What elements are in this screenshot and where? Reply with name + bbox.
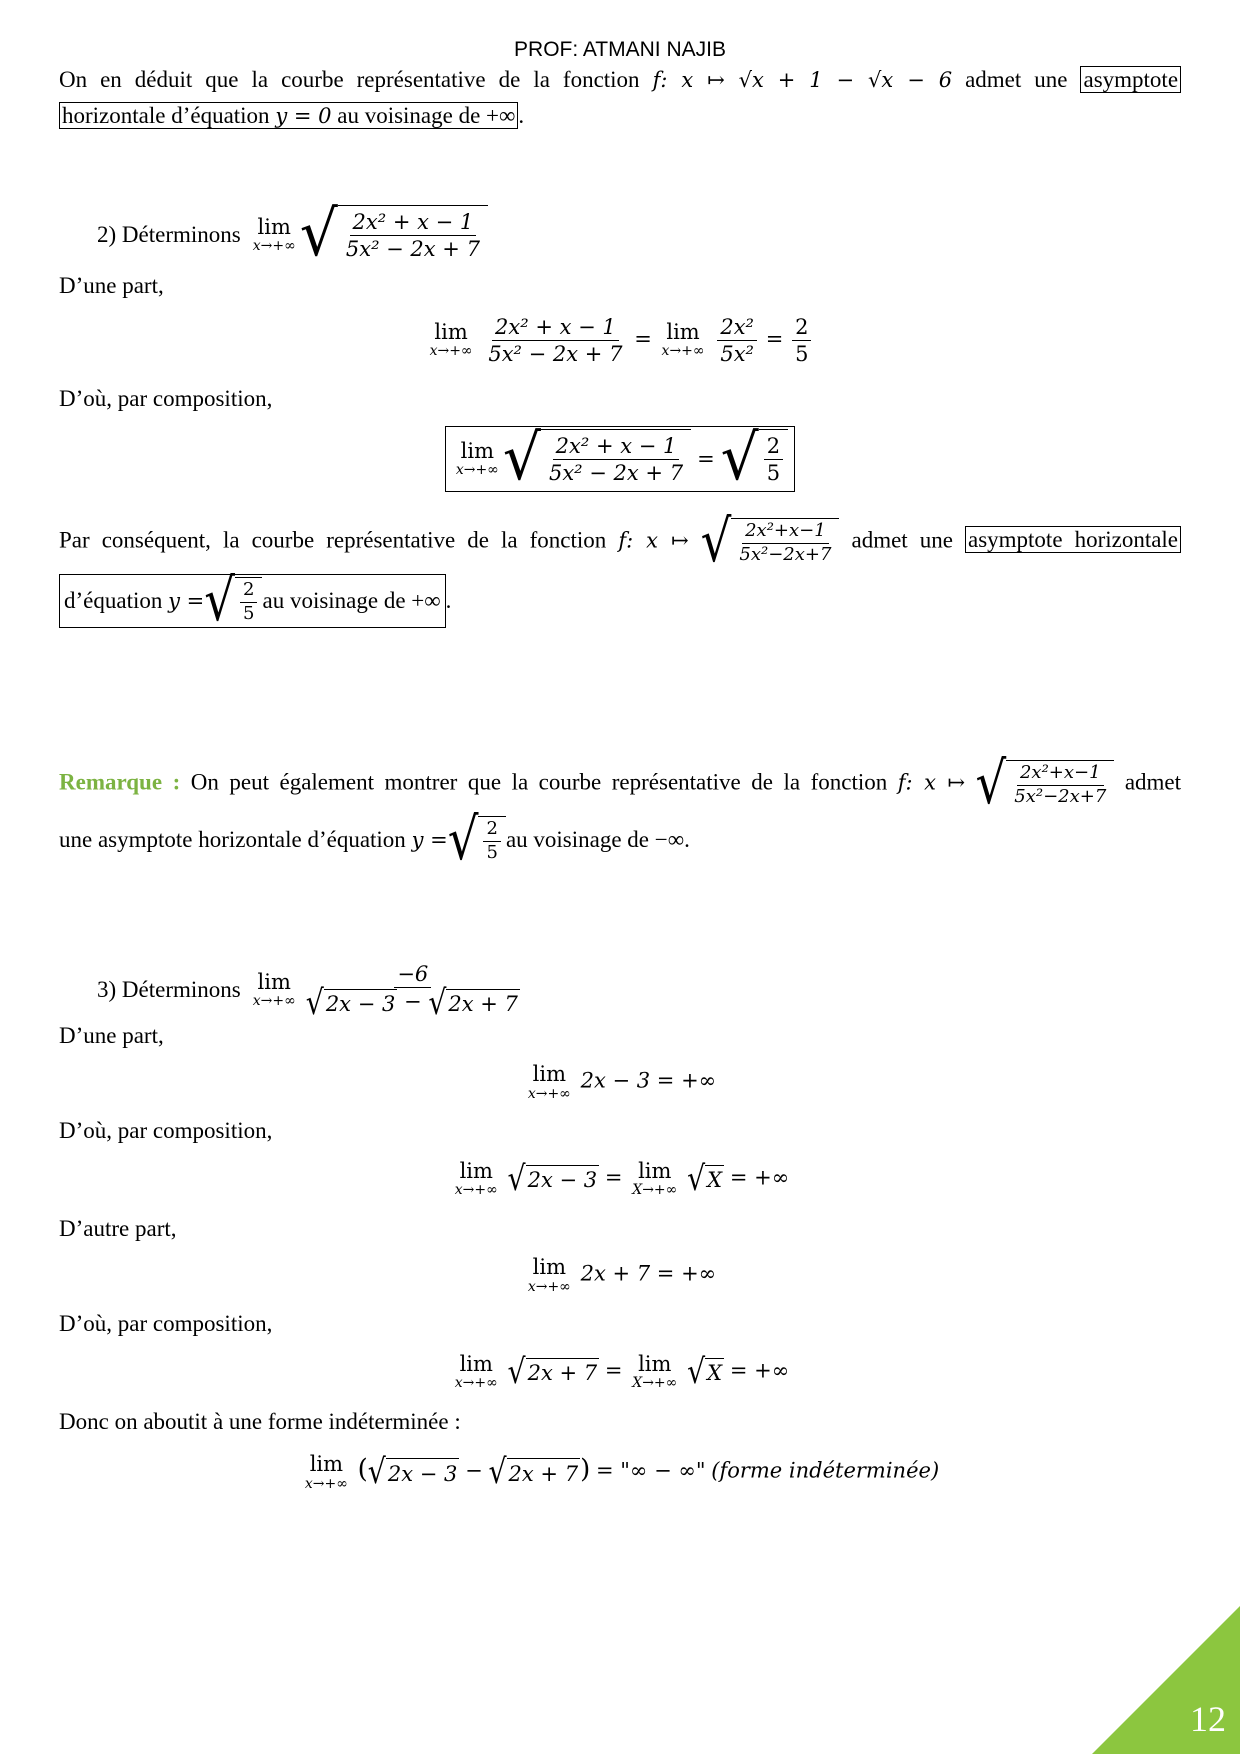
section-3: 3) Déterminons lim x→+∞ −6 √ 2x − 3 − √ 2x + 7 D’une part, lim x→+∞ 2x − 3 = +∞ D’où, par composition, lim x→+∞ √ 2x − 3 = lim X→+∞ √ X = +∞ D’autre part, lim x→+∞ 2x + 7 = +∞ D’où, par composition, lim x→+∞ √ 2x + 7 = lim X→+∞ √ X = +∞ Donc on aboutit à une forme indéterminée : lim x→+∞ ( √ 2x − 3 − √ 2x + 7 ) = "∞ − ∞" (forme indéterminée) [59,962,1181,1492]
equation-sqrt-2x-3: lim x→+∞ √ 2x − 3 = lim X→+∞ √ X = +∞ [454,1158,790,1199]
section-2 [59,197,1181,635]
conclusion-line-2: d’équation y = √ $\frac{2}{5}$ au voisinage de +∞ . [59,574,1181,628]
remark: Remarque : On peut également montrer que la courbe représentative de la fonction f: x ↦ √ $\frac{\text{2x²+x−1}}{\text{5x²−2x+7}}$ admet une asymptote horizontale d’équation y = √ $\frac{2}{5}$ au voisinage de −∞. [59,750,1182,874]
sqrt: √ $\frac{\text{2x² + x − 1}}{\text{5x² − 2x + 7}}$ [300,205,488,265]
boxed-text: horizontale d’équation y = 0 au voisinage de +∞ [59,102,518,129]
equation-lim-2x+7: lim x→+∞ 2x + 7 = +∞ [527,1255,717,1295]
equation-limit-ratio: lim x→+∞ $\frac{\text{2x² + x − 1}}{\text{5x² − 2x + 7}}$ = lim x→+∞ $\frac{\text{2x²}}{\text{5x²}}$ = $\frac{2}{5}$ [59,315,1181,366]
equation-indeterminate: lim x→+∞ ( √ 2x − 3 − √ 2x + 7 ) = "∞ − ∞" (forme indéterminée) [304,1452,940,1492]
equation-sqrt-2x+7: lim x→+∞ √ 2x + 7 = lim X→+∞ √ X = +∞ [454,1351,790,1392]
text-dune-part: D’une part, [59,272,164,298]
text-dou: D’où, par composition, [59,386,273,412]
boxed-text: asymptote [1080,66,1181,93]
section-2-title: 2) Déterminons lim x→+∞ √ $\frac{\text{2x² + x − 1}}{\text{5x² − 2x + 7}}$ [59,205,1181,265]
page-number: 12 [1190,1699,1226,1739]
conclusion-line-1: Par conséquent, la courbe représentative de la fonction f: x ↦ √ $\frac{\text{2x²+x−1}}{\text{5x²−2x+7}}$ admet une asymptote horizontale [59,518,1181,566]
limit: lim x→+∞ [252,214,296,254]
remark-label: Remarque : [59,769,181,795]
intro-paragraph: On en déduit que la courbe représentative de la fonction f: x ↦ √x + 1 − √x − 6 admet une asymptote horizontale d’équation y = 0 au voisinage de +∞ . [59,62,1181,134]
equation-lim-2x-3: lim x→+∞ 2x − 3 = +∞ [527,1062,717,1102]
page-header: PROF: ATMANI NAJIB [514,38,726,61]
section-3-title: 3) Déterminons lim x→+∞ −6 √ 2x − 3 − √ 2x + 7 [97,962,518,1023]
function-expression: f: x ↦ √x + 1 − √x − 6 [652,68,953,92]
equation-boxed-result: lim x→+∞ √ $\frac{\text{2x² + x − 1}}{\text{5x² − 2x + 7}}$ = √ $\frac{2}{5}$ [59,426,1181,492]
